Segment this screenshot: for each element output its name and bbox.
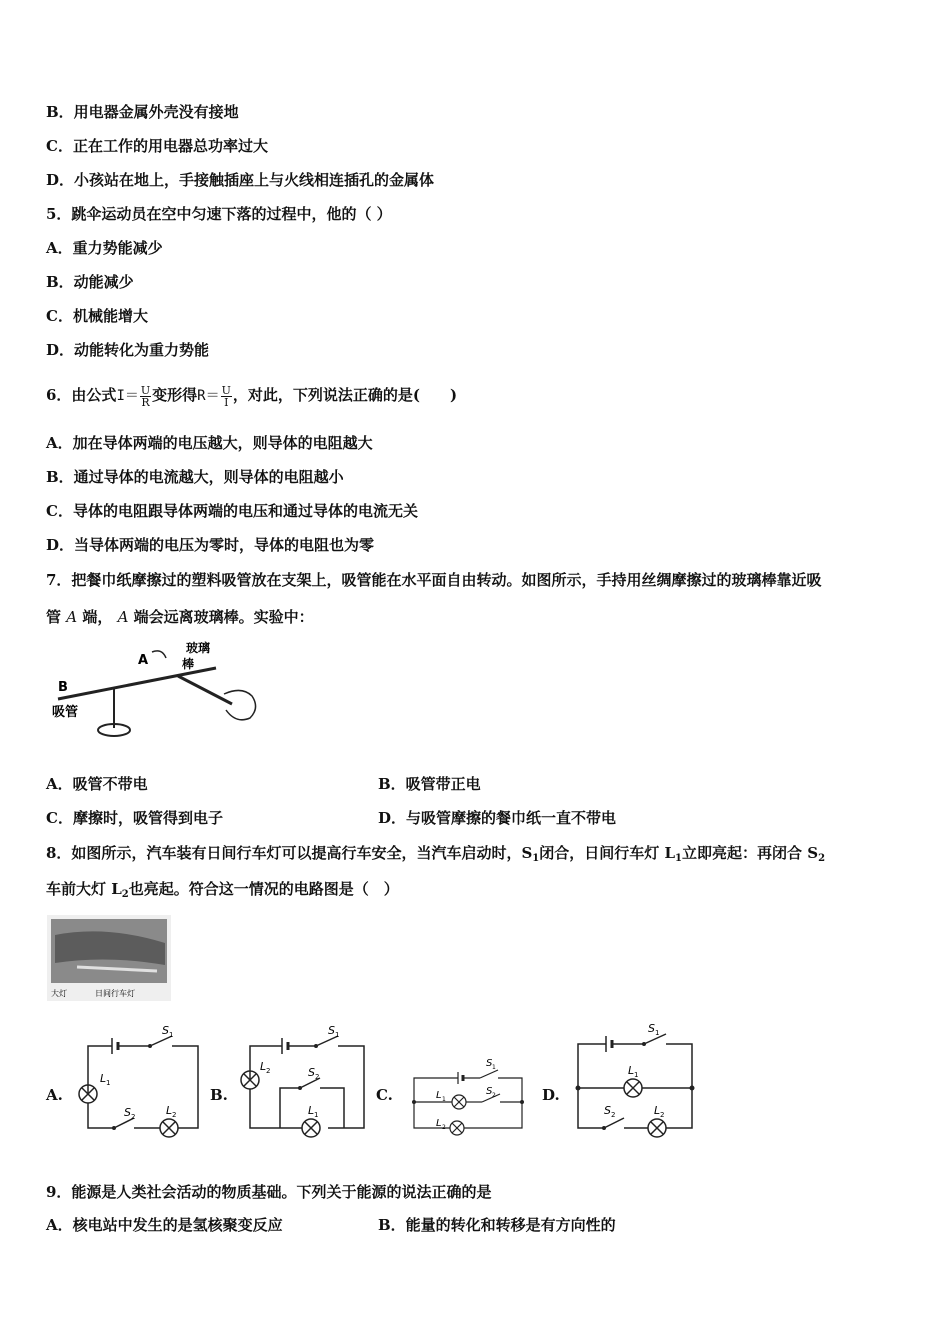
q7-l2-mid: 端， — [82, 608, 113, 626]
cc-s2-label: S — [486, 1086, 493, 1097]
cb-wire-bottom-left — [250, 1089, 302, 1128]
q6-fraction-2-den: I — [224, 395, 229, 409]
q9-stem: 9．能源是人类社会活动的物质基础。下列关于能源的说法正确的是 — [46, 1183, 492, 1201]
q5-option-c: C．机械能增大 — [46, 307, 148, 325]
cc-junction-left — [412, 1100, 416, 1104]
q8-l1-s1: 1 — [532, 853, 540, 864]
cd-l2-sub: 2 — [660, 1111, 665, 1119]
cb-l1-sub: 1 — [314, 1111, 319, 1119]
q7-option-d: D．与吸管摩擦的餐巾纸一直不带电 — [378, 809, 617, 827]
circuit-label-b: B. — [210, 1086, 228, 1104]
cd-wire-right — [666, 1044, 692, 1128]
q8-stem-line1 — [46, 843, 825, 863]
q8-l1-pre: 8．如图所示，汽车装有日间行车灯可以提高行车安全，当汽车启动时，S — [46, 844, 533, 862]
circuit-label-c: C. — [376, 1086, 393, 1104]
rod-label-2: 棒 — [182, 657, 195, 671]
q6-fraction-1 — [140, 385, 151, 408]
photo-caption-left: 大灯 — [51, 989, 67, 998]
cc-l1-sub: 1 — [442, 1096, 446, 1103]
q5-option-d: D．动能转化为重力势能 — [46, 341, 210, 359]
circuit-a — [70, 1024, 206, 1148]
circuit-d — [568, 1020, 704, 1148]
q8-l2-l2: 2 — [121, 889, 129, 900]
cd-junction-left — [576, 1086, 581, 1091]
circuit-b — [236, 1024, 372, 1148]
q6-stem — [46, 380, 457, 411]
q8-l2-post: 也亮起。符合这一情况的电路图是（ ） — [128, 880, 399, 898]
cc-l1-label: L — [436, 1090, 442, 1101]
q6-option-c: C．导体的电阻跟导体两端的电压和通过导体的电流无关 — [46, 502, 418, 520]
q4-option-c: C．正在工作的用电器总功率过大 — [46, 137, 268, 155]
q6-option-b: B．通过导体的电流越大，则导体的电阻越小 — [46, 468, 344, 486]
q7-option-c: C．摩擦时，吸管得到电子 — [46, 809, 223, 827]
cd-switch-s2 — [604, 1118, 624, 1128]
ca-s1-label: S — [162, 1024, 169, 1037]
q6-formula-lhs: I＝ — [116, 388, 139, 404]
cd-s2-label: S — [604, 1104, 611, 1117]
q6-fraction-2-num: U — [221, 383, 231, 397]
q4-option-b: B．用电器金属外壳没有接地 — [46, 103, 239, 121]
cd-l1-sub: 1 — [634, 1071, 639, 1079]
q7-l2-pre: 管 — [46, 608, 62, 626]
ca-switch-s1-dot — [148, 1044, 152, 1048]
straw-label-a: A — [138, 653, 149, 668]
arrow-curve — [152, 651, 166, 658]
cc-switch-s1 — [480, 1070, 498, 1078]
cc-s2-sub: 2 — [492, 1092, 496, 1099]
q5-stem: 5．跳伞运动员在空中匀速下落的过程中，他的（ ） — [46, 205, 392, 223]
cb-wire-right — [328, 1046, 364, 1128]
glass-rod — [178, 676, 232, 704]
rod-label-1: 玻璃 — [186, 641, 211, 655]
q6-formula2-lhs: R＝ — [197, 388, 220, 404]
q6-mid: 变形得 — [152, 386, 198, 404]
q4-option-d: D．小孩站在地上，手接触插座上与火线相连插孔的金属体 — [46, 171, 435, 189]
ca-s2-label: S — [124, 1106, 131, 1119]
cc-s1-label: S — [486, 1058, 493, 1069]
q6-suffix: ，对此，下列说法正确的是( ) — [232, 386, 458, 404]
ca-l2-sub: 2 — [172, 1111, 177, 1119]
ca-wire-bottom-left — [88, 1103, 114, 1128]
q7-option-b: B．吸管带正电 — [378, 775, 481, 793]
q8-l1-l1: 1 — [675, 853, 682, 864]
cc-wire-right — [464, 1078, 522, 1128]
cb-switch-s1-dot — [314, 1044, 318, 1048]
q8-l1-mid: 闭合，日间行车灯 L — [539, 844, 676, 862]
q8-l1-s2: 2 — [818, 853, 826, 864]
cc-junction-right — [520, 1100, 524, 1104]
q9-option-b: B．能量的转化和转移是有方向性的 — [378, 1216, 616, 1234]
cb-wire-branch-right — [320, 1088, 344, 1128]
cd-junction-right — [690, 1086, 695, 1091]
cd-s2-sub: 2 — [611, 1111, 616, 1119]
q6-fraction-1-num: U — [140, 383, 151, 397]
cb-s1-sub: 1 — [335, 1031, 340, 1039]
circuit-c — [404, 1048, 534, 1140]
q6-fraction-2 — [221, 385, 232, 408]
ca-s2-sub: 2 — [131, 1113, 136, 1121]
q6-option-a: A．加在导体两端的电压越大，则导体的电阻越大 — [46, 434, 373, 452]
cb-s1-label: S — [328, 1024, 335, 1037]
circuit-label-d: D. — [542, 1086, 560, 1104]
q6-fraction-1-den: R — [141, 395, 150, 409]
straw-label-text: 吸管 — [52, 705, 79, 720]
ca-l1-label: L — [100, 1072, 107, 1085]
cb-switch-s2-dot — [298, 1086, 302, 1090]
q8-l2-pre: 车前大灯 L — [46, 880, 122, 898]
cb-wire-branch-left — [280, 1088, 300, 1128]
cb-s2-label: S — [308, 1066, 315, 1079]
q7-stem-line2 — [46, 607, 314, 627]
q6-prefix: 6．由公式 — [46, 386, 117, 404]
q7-straw-figure — [46, 636, 266, 746]
q5-option-b: B．动能减少 — [46, 273, 134, 291]
cd-switch-s1-dot — [642, 1042, 646, 1046]
circuit-label-a: A. — [46, 1086, 63, 1104]
cb-l1-label: L — [308, 1104, 315, 1117]
cc-l2-sub: 2 — [442, 1124, 446, 1131]
ca-l1-sub: 1 — [106, 1079, 111, 1087]
cb-l2-sub: 2 — [266, 1067, 271, 1075]
q6-option-d: D．当导体两端的电压为零时，导体的电阻也为零 — [46, 536, 375, 554]
cd-l1-label: L — [628, 1064, 635, 1077]
cb-l2-label: L — [260, 1060, 267, 1073]
cd-s1-sub: 1 — [655, 1029, 660, 1037]
cc-l2-label: L — [436, 1118, 442, 1129]
cd-l2-label: L — [654, 1104, 661, 1117]
q8-stem-line2 — [46, 879, 399, 899]
q5-option-a: A．重力势能减少 — [46, 239, 163, 257]
cd-s1-label: S — [648, 1022, 655, 1035]
ca-l2-label: L — [166, 1104, 173, 1117]
cd-wire-left — [578, 1044, 606, 1088]
cb-s2-sub: 2 — [315, 1073, 320, 1081]
q7-stem-line1: 7．把餐巾纸摩擦过的塑料吸管放在支架上，吸管能在水平面自由转动。如图所示，手持用丝绸摩擦过的玻璃棒靠近吸 — [46, 571, 822, 589]
hand-outline — [224, 690, 256, 719]
straw-label-b: B — [58, 680, 68, 695]
ca-switch-s2-dot — [112, 1126, 116, 1130]
photo-caption-right: 日间行车灯 — [95, 989, 135, 998]
q7-option-a: A．吸管不带电 — [46, 775, 148, 793]
cc-s1-sub: 1 — [492, 1064, 496, 1071]
cd-wire-bottom-left — [578, 1088, 604, 1128]
q7-l2-a2: A — [117, 608, 129, 626]
q7-l2-post: 端会远离玻璃棒。实验中： — [133, 608, 314, 626]
q8-car-photo — [47, 915, 171, 1001]
q8-l1-post: 立即亮起：再闭合 S — [682, 844, 819, 862]
cd-switch-s2-dot — [602, 1126, 606, 1130]
q7-l2-a1: A — [66, 608, 78, 626]
q9-option-a: A．核电站中发生的是氢核聚变反应 — [46, 1216, 283, 1234]
ca-s1-sub: 1 — [169, 1031, 174, 1039]
